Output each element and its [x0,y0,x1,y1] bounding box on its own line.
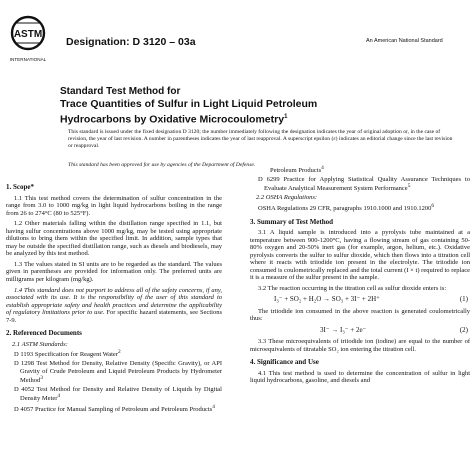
significance-heading: 4. Significance and Use [250,358,319,367]
title-footnote-mark: 1 [284,113,288,120]
ref-continuation [250,165,470,175]
title-line-3-text: Hydrocarbons by Oxidative Microcoulometry [60,113,285,125]
ref-d6299 [250,176,470,193]
para-3-2b: The triiodide ion consumed in the above reaction is generated coulometrically thus: [250,307,470,323]
ref-continuation-sup: 4 [321,165,324,171]
ref-d4052-sup: 4 [57,393,61,400]
title-block [60,86,460,126]
title-line-2: Trace Quantities of Sulfur in Light Liquid Petroleum [60,98,318,110]
equation-1-number: (1) [459,295,468,304]
para-1-4 [6,287,222,325]
ref-d4052-text: D 4052 Test Method for Density and Relative Density of Liquids by Digital Density Meter [14,385,222,403]
ref-d4052 [6,386,222,403]
astm-logo [8,14,48,68]
ref-d1193-sup: 2 [117,349,121,356]
ref-d4057-text: D 4057 Practice for Manual Sampling of Petroleum and Petroleum Products [14,406,213,414]
para-1-1: 1.1 This test method covers the determination of sulfur concentration in the range from 3.0 to 1000 mg/kg in light liquid hydrocarbons boiling in the range from 26 to 274°C (80 to 525°F). [6,194,222,217]
title-line-3 [60,111,460,126]
ref-d1193-text: D 1193 Specification for Reagent Water [14,351,118,359]
summary-heading: 3. Summary of Test Method [250,217,334,226]
para-3-3: 3.3 These microequivalents of triiodide ion (iodine) are equal to the number of microequivalents of titratable SO₂ ion entering the titration cell. [250,338,470,353]
equation-2 [250,327,470,335]
para-4-1: 4.1 This test method is used to determine the concentration of sulfur in light liquid hydrocarbons, gasoline, and diesels and [250,369,470,385]
referenced-documents-heading: 2. Referenced Documents [6,329,82,338]
dod-note: This standard has been approved for use by agencies of the Department of Defense. [68,162,256,168]
title-line-1: Standard Test Method for [60,86,181,97]
osha-ref [250,203,470,213]
ref-d6299-text: D 6299 Practice for Applying Statistical Quality Assurance Techniques to Evaluate Analytical Measurement System Performance [258,175,470,193]
equation-1 [250,296,470,304]
ref-d1298 [6,360,222,385]
svg-text:INTERNATIONAL: INTERNATIONAL [9,57,47,62]
scope-heading: 1. Scope* [6,183,34,191]
ref-d4057-sup: 4 [212,404,215,411]
standard-note: This standard is issued under the fixed designation D 3120; the number immediately following the designation indicates the year of original adoption or, in the case of revision, the year of last revision. A number in parentheses indicates the year of last reapproval. A superscript epsilon (ε) indicates an editorial change since the last revision or reapproval. [68,129,453,149]
left-column [6,178,222,415]
osha-ref-sup: 6 [431,202,435,209]
para-3-2: 3.2 The reaction occurring in the titration cell as sulfur dioxide enters is: [258,284,447,292]
astm-standards-label: 2.1 ASTM Standards: [12,340,68,348]
equation-1-text: I₃⁻ + SO₂ + H₂O → SO₃ + 3I⁻ + 2H⁺ [274,295,380,304]
ref-d6299-sup: 5 [407,183,411,190]
osha-ref-text: OSHA Regulations 29 CFR, paragraphs 1910.1000 and 1910.1200 [258,205,432,213]
equation-2-number: (2) [459,325,468,334]
para-1-3: 1.3 The values stated in SI units are to be regarded as the standard. The values given in parentheses are provided for information only. The preferred units are milligrams per kilogram (mg/kg). [6,260,222,283]
designation: Designation: D 3120 – 03a [66,36,196,48]
right-column [250,165,470,388]
para-1-4-italic: 1.4 This standard does not purport to address all of the safety concerns, if any, associated with its use. It is the responsibility of the user of this standard to establish appropriate safety and health practices and determine the applicability of regulatory limitations prior to use. [6,286,222,317]
ref-d1193 [6,349,222,359]
national-standard-label: An American National Standard [366,38,443,44]
svg-text:ASTM: ASTM [13,29,43,40]
para-3-1: 3.1 A liquid sample is introduced into a pyrolysis tube maintained at a temperature between 900-1200°C, having a flowing stream of gas containing 50-80% oxygen and 20-50% inert gas (for example, argon, helium, etc.). Oxidative pyrolysis converts the sulfur to sulfur dioxide, which then flows into a titration cell where it reacts with triiodide ion present in the electrolyte. The triiodide ion consumed is coulometrically replaced and the total current (I × t) required to replace it is a measure of the sulfur present in the sample. [250,229,470,282]
ref-d1298-text: D 1298 Test Method for Density, Relative Density (Specific Gravity), or API Gravity of Crude Petroleum and Liquid Petroleum Products by Hydrometer Method [14,360,222,385]
ref-continuation-text: Petroleum Products [270,167,322,175]
para-1-2: 1.2 Other materials falling within the distillation range specified in 1.1, but having sulfur concentrations above 1000 mg/kg, may be tested using appropriate dilutions to bring them within the specified limit. In addition, sample types that may be outside the specified distillation range, such as diesels and biodiesels, may be analyzed by this test method. [6,220,222,258]
para-1-4-tail: For specific hazard statements, see Sections 7-9. [6,309,223,324]
equation-2-text: 3I⁻ → I₃⁻ + 2e⁻ [320,325,367,334]
osha-label: 2.2 OSHA Regulations: [256,194,318,202]
ref-d4057 [6,404,222,414]
ref-d1298-sup: 3 [40,375,43,382]
